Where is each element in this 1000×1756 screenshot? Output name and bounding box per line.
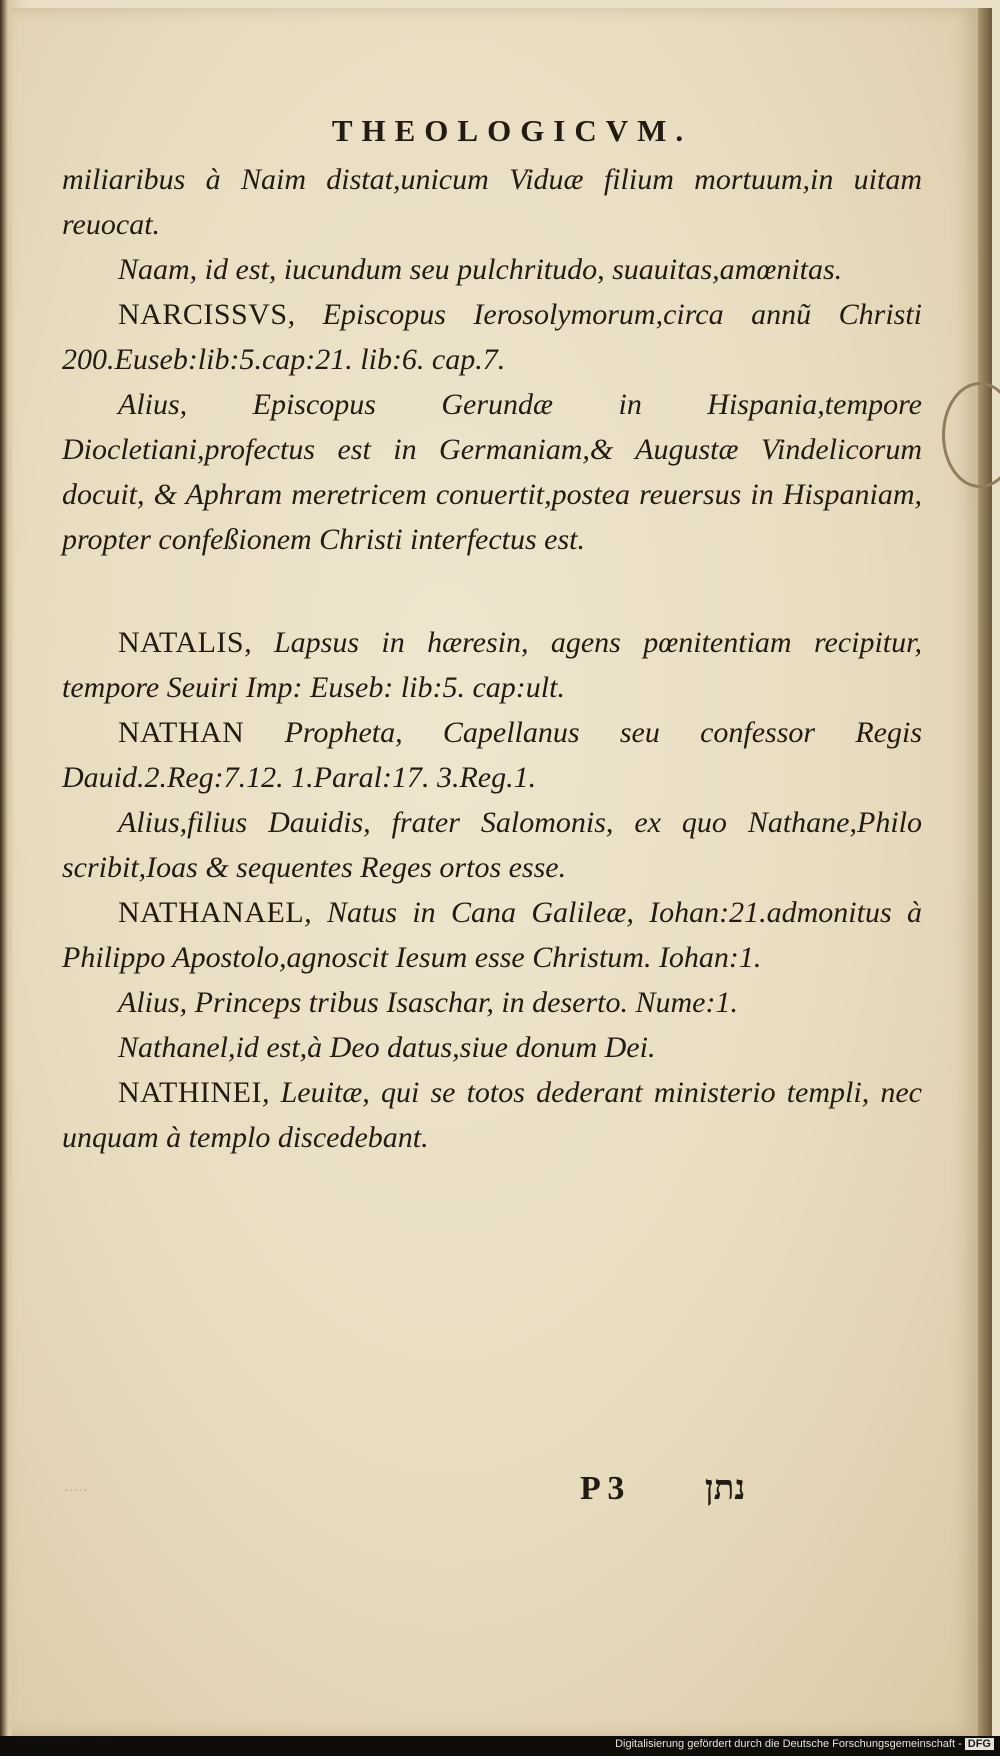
entry-nathanael-alius <box>62 980 922 1025</box>
page-text <box>62 108 922 1160</box>
dfg-logo: DFG <box>965 1738 994 1750</box>
entry-nathan-alius <box>62 800 922 890</box>
entry-headword: NATHAN <box>118 715 245 749</box>
entry-text: Propheta, Capellanus seu confessor Regis Dauid.2.Reg:7.12. 1.Paral:17. 3.Reg.1. <box>62 715 922 794</box>
running-header: THEOLOGICVM. <box>331 113 693 148</box>
entry-text: Nathanel,id est,à Deo datus,siue donum Dei. <box>118 1030 656 1064</box>
entry-continuation <box>62 157 922 247</box>
entry-text: , Leuitæ, qui se totos dederant ministerio templi, nec unquam à templo discedebant. <box>62 1075 922 1154</box>
entry-text: miliaribus à Naim distat,unicum Viduæ filium mortuum,in uitam reuocat. <box>62 162 922 241</box>
entry-nathinei <box>62 1070 922 1160</box>
entry-nathanael <box>62 890 922 980</box>
entry-narcissus-alius <box>62 382 922 562</box>
page-edge <box>978 8 992 1736</box>
credit-text: Digitalisierung gefördert durch die Deutsche Forschungsgemeinschaft - <box>615 1738 962 1750</box>
entry-headword: NATHANAEL <box>118 895 305 929</box>
entry-narcissus <box>62 292 922 382</box>
entry-headword: NATHINEI <box>118 1075 262 1109</box>
entry-text: Alius, Princeps tribus Isaschar, in deserto. Nume:1. <box>118 985 738 1019</box>
entry-headword: NATALIS <box>118 625 245 659</box>
entry-nathanel <box>62 1025 922 1070</box>
page-speck: ····· <box>64 1484 88 1499</box>
entry-text: , Episcopus Ierosolymorum,circa annũ Christi 200.Euseb:lib:5.cap:21. lib:6. cap.7. <box>62 297 922 376</box>
catchword: נתן <box>704 1468 746 1508</box>
entry-nathan <box>62 710 922 800</box>
entry-text: Alius, Episcopus Gerundæ in Hispania,tempore Diocletiani,profectus est in Germaniam,& Augustæ Vindelicorum docuit, & Aphram meretricem conuertit,postea reuersus in Hispaniam, propter confeßionem Christi interfectus est. <box>62 387 922 556</box>
page-footer <box>580 1468 745 1508</box>
signature-mark: P 3 <box>580 1470 625 1507</box>
entry-naam <box>62 247 922 292</box>
entry-natalis <box>62 620 922 710</box>
entry-text: , Natus in Cana Galileæ, Iohan:21.admonitus à Philippo Apostolo,agnoscit Iesum esse Christum. Iohan:1. <box>62 895 922 974</box>
entry-text: Alius,filius Dauidis, frater Salomonis, ex quo Nathane,Philo scribit,Ioas & sequentes Reges ortos esse. <box>62 805 922 884</box>
digitization-credit <box>615 1738 994 1750</box>
entry-headword: NARCISSVS <box>118 297 288 331</box>
entry-text: Naam, id est, iucundum seu pulchritudo, suauitas,amœnitas. <box>118 252 843 286</box>
entry-text: , Lapsus in hæresin, agens pœnitentiam recipitur, tempore Seuiri Imp: Euseb: lib:5. cap:ult. <box>62 625 922 704</box>
